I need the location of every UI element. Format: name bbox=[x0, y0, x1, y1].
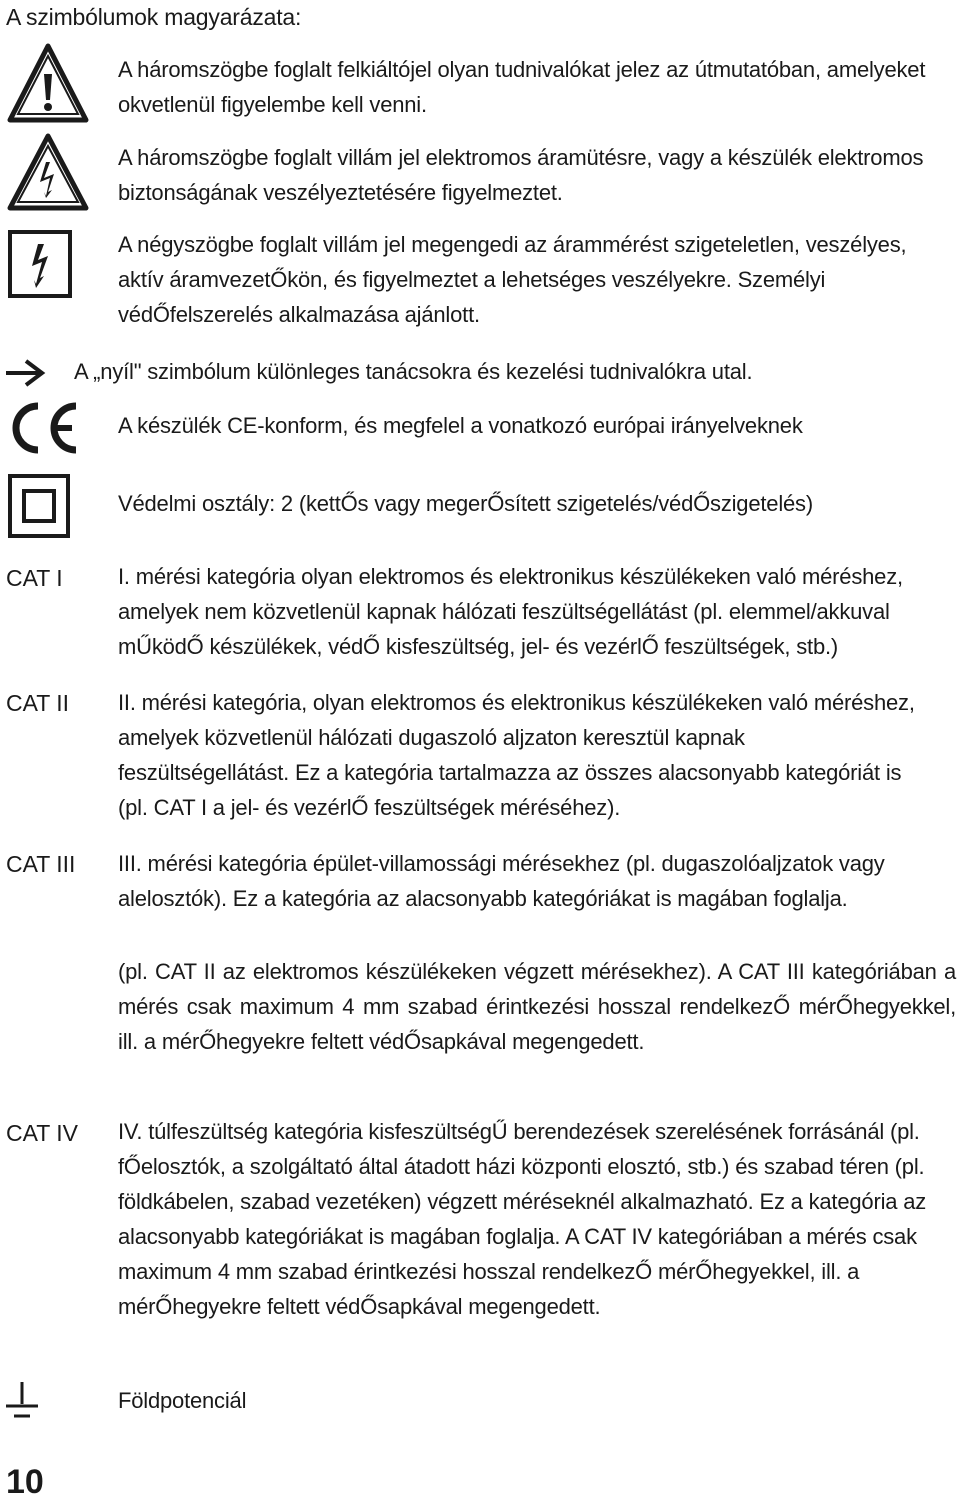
symbol-description-lightning-triangle: A háromszögbe foglalt villám jel elektromos áramütésre, vagy a készülék elektromos biztonságának veszélyeztetésére figyelmeztet. bbox=[118, 145, 924, 205]
warning-exclamation-triangle-icon bbox=[6, 42, 90, 124]
category-description-cat-iv: IV. túlfeszültség kategória kisfeszültségŰ berendezések szerelésének forrásánál (pl. fŐelosztók, a szolgáltató által átadott házi központi elosztó, stb.) és szabad téren (pl. földkábelen, szabad vezetéken) végzett méréseknél alkalmazható. Ez a kategória az alacsonyabb kategóriákat is magában foglalja. A CAT IV kategóriában a mérés csak maximum 4 mm szabad érintkezési hosszal rendelkezŐ mérŐhegyekkel, ill. a mérŐhegyekre feltett védŐsapkával megengedett. bbox=[118, 1119, 927, 1319]
category-label-cat-iii: CAT III bbox=[6, 851, 76, 877]
symbol-description-double-insulation: Védelmi osztály: 2 (kettŐs vagy megerŐsített szigetelés/védŐszigetelés) bbox=[118, 491, 813, 516]
symbol-description-warning: A háromszögbe foglalt felkiáltójel olyan tudnivalókat jelez az útmutatóban, amelyeket okvetlenül figyelembe kell venni. bbox=[118, 57, 926, 117]
category-description-cat-ii: II. mérési kategória, olyan elektromos és elektronikus készülékeken való méréshez, amelyek közvetlenül hálózati dugaszoló aljzaton keresztül kapnak feszültségellátást. Ez a kategória tartalmazza az összes alacsonyabb kategóriát is (pl. CAT I a jel- és vezérlŐ feszültségek méréséhez). bbox=[118, 690, 915, 820]
category-label-cat-ii: CAT II bbox=[6, 690, 70, 716]
category-label-cat-iv: CAT IV bbox=[6, 1120, 78, 1146]
category-description-cat-iii-note: (pl. CAT II az elektromos készülékeken végzett mérésekhez). A CAT III kategóriában a mérés csak maximum 4 mm szabad érintkezési hosszal rendelkezŐ mérŐhegyekkel, ill. a mérŐhegyekre feltett védŐsapkával megengedett. bbox=[118, 959, 956, 1054]
ground-symbol-icon bbox=[4, 1380, 40, 1426]
lightning-square-icon bbox=[8, 230, 72, 298]
ground-description: Földpotenciál bbox=[118, 1388, 247, 1413]
page-number: 10 bbox=[6, 1463, 44, 1501]
arrow-right-icon bbox=[4, 358, 46, 388]
symbol-description-lightning-square: A négyszögbe foglalt villám jel megengedi az árammérést szigeteletlen, veszélyes, aktív áramvezetŐkön, és figyelmeztet a lehetséges veszélyekre. Személyi védŐfelszerelés alkalmazása ajánlott. bbox=[118, 232, 907, 327]
category-description-cat-iii: III. mérési kategória épület-villamossági mérésekhez (pl. dugaszolóaljzatok vagy alelosztók). Ez a kategória az alacsonyabb kategóriákat is magában foglalja. bbox=[118, 851, 885, 911]
double-insulation-icon bbox=[8, 474, 70, 538]
ce-mark-icon bbox=[6, 398, 82, 458]
lightning-triangle-icon bbox=[6, 132, 90, 212]
page-title: A szimbólumok magyarázata: bbox=[6, 4, 302, 30]
category-description-cat-i: I. mérési kategória olyan elektromos és elektronikus készülékeken való méréshez, amelyek nem közvetlenül kapnak hálózati feszültségellátást (pl. elemmel/akkuval mŰködŐ készülékek, védŐ kisfeszültség, jel- és vezérlŐ feszültségek, stb.) bbox=[118, 564, 903, 659]
symbol-description-ce: A készülék CE-konform, és megfelel a vonatkozó európai irányelveknek bbox=[118, 413, 803, 438]
category-label-cat-i: CAT I bbox=[6, 565, 63, 591]
symbol-description-arrow: A „nyíl" szimbólum különleges tanácsokra és kezelési tudnivalókra utal. bbox=[74, 359, 753, 384]
